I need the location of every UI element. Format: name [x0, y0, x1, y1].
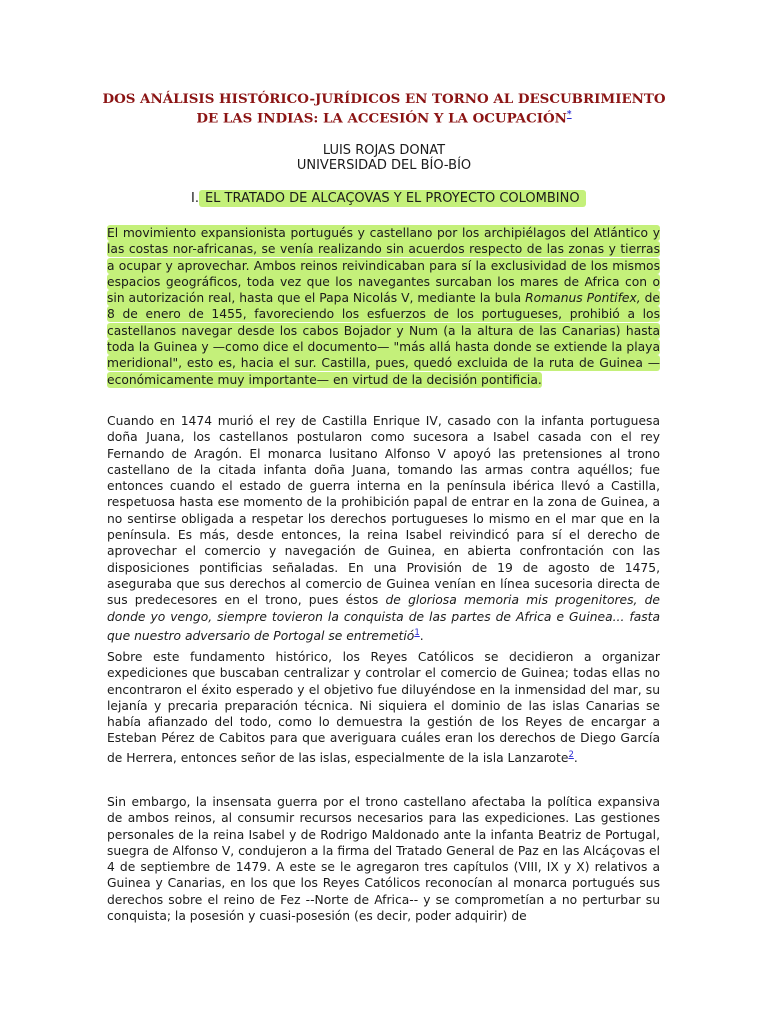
paragraph-3 — [107, 649, 660, 766]
document-title — [100, 91, 668, 126]
section-number: I. — [191, 191, 199, 206]
paragraph-2 — [107, 413, 660, 644]
paragraph-2-italic-quote: de gloriosa memoria mis progenitores, de donde yo vengo, siempre tovieron la conquista de las partes de Africa e Guinea... fasta que nuestro adversario de Portogal se entremetió — [107, 593, 660, 643]
section-heading — [191, 191, 586, 207]
paragraph-2-text-c: . — [419, 628, 424, 643]
paragraph-3-text-c: . — [573, 750, 578, 765]
paragraph-1 — [107, 225, 660, 388]
footnote-link-1[interactable]: 1 — [414, 627, 420, 638]
paragraph-2-text-a: Cuando en 1474 murió el rey de Castilla Enrique IV, casado con la infanta portuguesa doña Juana, los castellanos postularon como sucesora a Isabel casada con el rey Fernando de Aragón. El monarca lusitano Alfonso V apoyó las pretensiones al trono castellano de la citada infanta doña Juana, tomando las armas contra aquéllos; fue entonces cuando el estado de guerra interna en la península ibérica llevó a Castilla, respetuosa hasta ese momento de la prohibición papal de entrar en la zona de Guinea, a no sentirse obligada a respetar los derechos portugueses lo mismo en el mar que en la península. Es más, desde entonces, la reina Isabel reivindicó para sí el derecho de aprovechar el comercio y navegación de Guinea, en abierta confrontación con las disposiciones pontificias señaladas. En una Provisión de 19 de agosto de 1475, aseguraba que sus derechos al comercio de Guinea venían en línea sucesoria directa de sus predecesores en el trono, pues éstos — [107, 414, 660, 608]
title-text: DOS ANÁLISIS HISTÓRICO-JURÍDICOS EN TORNO AL DESCUBRIMIENTO DE LAS INDIAS: LA ACCESIÓN Y LA OCUPACIÓN — [102, 91, 666, 127]
title-footnote-link[interactable]: * — [566, 110, 572, 120]
section-title: EL TRATADO DE ALCAÇOVAS Y EL PROYECTO COLOMBINO — [199, 190, 586, 207]
author-affiliation: UNIVERSIDAD DEL BÍO-BÍO — [296, 158, 472, 173]
author-name: LUIS ROJAS DONAT — [322, 143, 446, 158]
paragraph-1-text-a: El movimiento expansionista portugués y castellano por los archipiélagos del Atlántico y las costas nor-africanas, se venía realizando sin acuerdos respecto de las zonas y tierras a ocupar y aprovechar. Ambos reinos reivindicaban para sí la exclusividad de los mismos espacios geográficos, toda vez que los navegantes surcaban los mares de Africa con o sin autorización real, hasta que el Papa Nicolás V, mediante la bula — [107, 226, 660, 306]
paragraph-1-text-c: de 8 de enero de 1455, favoreciendo los esfuerzos de los portugueses, prohibió a los castellanos navegar desde los cabos Bojador y Num (a la altura de las Canarias) hasta toda la Guinea y —como dice el documento— "más allá hasta donde se extiende la playa meridional", esto es, hacia el sur. Castilla, pues, quedó excluida de la ruta de Guinea —económicamente muy importante— en virtud de la decisión pontificia. — [107, 291, 660, 387]
paragraph-1-italic: Romanus Pontifex, — [525, 291, 641, 306]
highlighted-text — [107, 225, 660, 388]
footnote-link-2[interactable]: 2 — [568, 749, 574, 760]
paragraph-3-text-a: Sobre este fundamento histórico, los Reyes Católicos se decidieron a organizar expediciones que buscaban centralizar y controlar el comercio de Guinea; todas ellas no encontraron el éxito esperado y el objetivo fue diluyéndose en la inmensidad del mar, su lejanía y precaria preparación técnica. Ni siquiera el dominio de las islas Canarias se había afianzado del todo, como lo demuestra la gestión de los Reyes de encargar a Esteban Pérez de Cabitos para que averiguara cuáles eran los derechos de Diego García de Herrera, entonces señor de las islas, especialmente de la isla Lanzarote — [107, 650, 660, 765]
paragraph-4 — [107, 794, 660, 924]
paragraph-4-text: Sin embargo, la insensata guerra por el trono castellano afectaba la política expansiva de ambos reinos, al consumir recursos necesarios para las expediciones. Las gestiones personales de la reina Isabel y de Rodrigo Maldonado ante la infanta Beatriz de Portugal, suegra de Alfonso V, condujeron a la firma del Tratado General de Paz en las Alcáçovas el 4 de septiembre de 1479. A este se le agregaron tres capítulos (VIII, IX y X) relativos a Guinea y Canarias, en los que los Reyes Católicos reconocían al monarca portugués sus derechos sobre el reino de Fez --Norte de Africa-- y se comprometían a no perturbar su conquista; la posesión y cuasi-posesión (es decir, poder adquirir) de — [107, 795, 660, 924]
